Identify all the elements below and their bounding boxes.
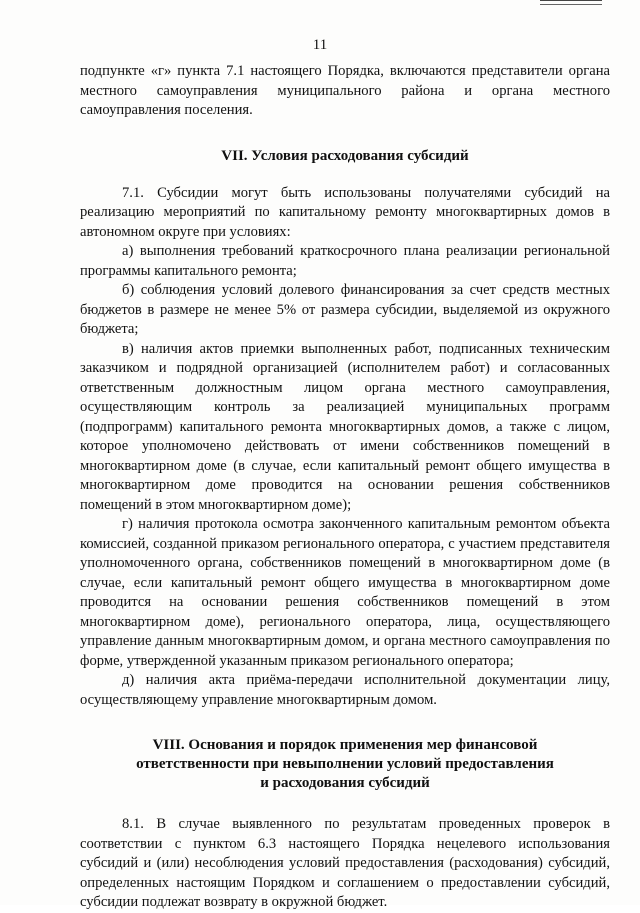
paragraph-8-1: 8.1. В случае выявленного по результатам проведенных проверок в соответствии с пунктом 6.3 настоящего Порядка нецелевого использования субсидий и (или) несоблюдения условий предоставления (расходования) субсидий, определенных настоящим Порядком и соглашением о предоставлении субсидий, субсидии подлежат возврату в окружной бюджет. (80, 816, 610, 910)
condition-d: д) наличия акта приёма-передачи исполнительной документации лицу, осуществляющему управление многоквартирным домом. (80, 672, 610, 708)
condition-g: г) наличия протокола осмотра законченного капитальным ремонтом объекта комиссией, созданной приказом регионального оператора, с участием представителя уполномоченного органа, собственников помещений в многоквартирном доме (в случае, если капитальный ремонт общего имущества в многоквартирном доме проводится на основании решения собственников помещений в этом многоквартирном доме), регионального оператора, лица, осуществляющего управление данным многоквартирным домом, и органа местного самоуправления по форме, утвержденной указанным приказом регионального оператора; (80, 516, 610, 669)
section-8-heading-line-2: ответственности при невыполнении условий предоставления (136, 756, 554, 772)
page-number: 11 (312, 37, 328, 53)
scan-edge-mark (540, 0, 602, 5)
document-body (80, 62, 610, 913)
section-8-heading (80, 736, 610, 793)
condition-b: б) соблюдения условий долевого финансирования за счет средств местных бюджетов в размере не менее 5% от размера субсидии, выделяемой из окружного бюджета; (80, 282, 610, 337)
intro-paragraph: подпункте «г» пункта 7.1 настоящего Порядка, включаются представители органа местного самоуправления муниципального района и органа местного самоуправления поселения. (80, 63, 610, 118)
condition-v: в) наличия актов приемки выполненных работ, подписанных техническим заказчиком и подрядной организацией (исполнителем работ) и согласованных ответственным должностным лицом органа местного самоуправления, осуществляющим контроль за реализацией муниципальных программ (подпрограмм) капитального ремонта многоквартирных домов, а также с лицом, которое уполномочено действовать от имени собственников помещений в многоквартирном доме (в случае, если капитальный ремонт общего имущества в многоквартирном доме проводится на основании решения собственников помещений в этом многоквартирном доме); (80, 340, 610, 513)
condition-a: а) выполнения требований краткосрочного плана реализации региональной программы капитального ремонта; (80, 243, 610, 279)
section-8-heading-line-1: VIII. Основания и порядок применения мер финансовой (152, 737, 538, 753)
paragraph-7-1: 7.1. Субсидии могут быть использованы получателями субсидий на реализацию мероприятий по капитальному ремонту многоквартирных домов в автономном округе при условиях: (80, 184, 610, 240)
section-7-heading: VII. Условия расходования субсидий (221, 147, 469, 164)
section-8-heading-line-3: и расходования субсидий (260, 775, 430, 791)
